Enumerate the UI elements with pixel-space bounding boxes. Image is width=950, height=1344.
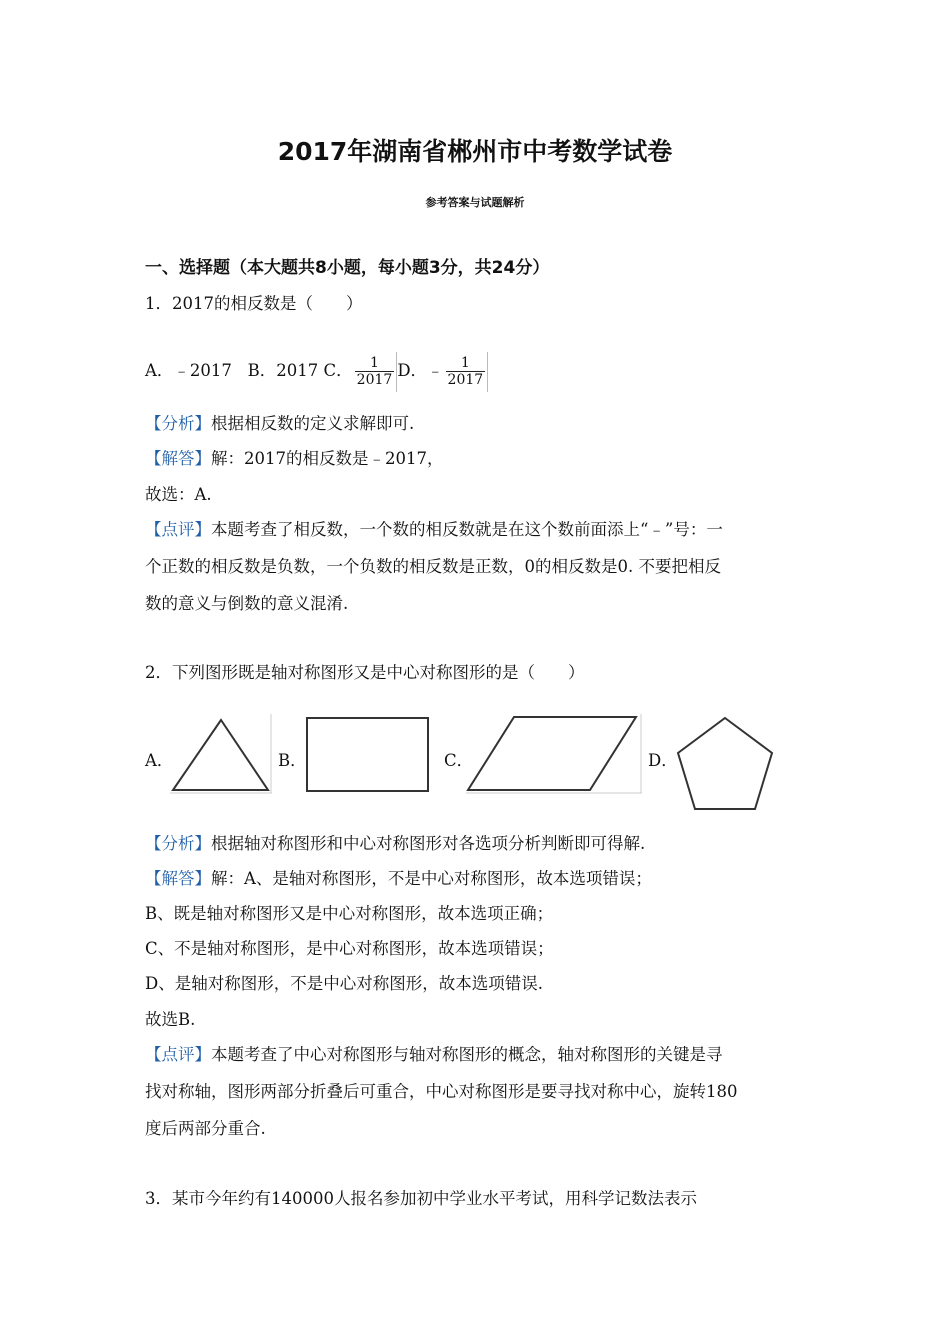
q1-comment — [145, 518, 815, 542]
q1-answer — [145, 447, 815, 471]
q1-option-d: D．﹣ — [397, 361, 444, 380]
page-subtitle: 参考答案与试题解析 — [425, 196, 525, 209]
q2-label-d: D． — [648, 751, 678, 770]
answer-tag: 【解答】 — [145, 869, 211, 888]
fraction-denominator: 2017 — [356, 372, 393, 388]
analysis-text: 根据轴对称图形和中心对称图形对各选项分析判断即可得解. — [211, 834, 646, 853]
comment-text: 本题考查了中心对称图形与轴对称图形的概念，轴对称图形的关键是寻 — [211, 1045, 723, 1064]
section-heading: 一、选择题（本大题共8小题，每小题3分，共24分） — [145, 258, 550, 278]
triangle-figure — [170, 714, 272, 794]
analysis-tag: 【分析】 — [145, 834, 211, 853]
q2-label-c: C． — [444, 751, 474, 770]
q1-comment-line2: 个正数的相反数是负数，一个负数的相反数是正数，0的相反数是0. 不要把相反 — [145, 557, 721, 576]
q1-options — [145, 348, 815, 394]
q1-comment-line3: 数的意义与倒数的意义混淆. — [145, 594, 349, 613]
q2-line-d: D、是轴对称图形，不是中心对称图形，故本选项错误. — [145, 974, 543, 993]
rectangle-figure — [305, 716, 430, 794]
q2-line-c: C、不是轴对称图形，是中心对称图形，故本选项错误； — [145, 939, 554, 958]
fraction-numerator: 1 — [355, 355, 395, 372]
q1-fraction-d — [446, 355, 486, 388]
q1-option-c: C． — [323, 361, 353, 380]
q2-comment-line3: 度后两部分重合. — [145, 1119, 266, 1138]
fraction-denominator: 2017 — [447, 372, 484, 388]
analysis-text: 根据相反数的定义求解即可. — [211, 414, 415, 433]
q1-stem: 1．2017的相反数是（ ） — [145, 294, 363, 313]
q1-analysis — [145, 412, 815, 436]
q1-option-a: A．﹣2017 — [145, 361, 232, 380]
q2-choice: 故选B. — [145, 1010, 196, 1029]
q2-comment — [145, 1043, 815, 1067]
parallelogram-figure — [466, 714, 642, 794]
q2-stem: 2．下列图形既是轴对称图形又是中心对称图形的是（ ） — [145, 663, 585, 682]
q2-comment-line2: 找对称轴，图形两部分折叠后可重合，中心对称图形是要寻找对称中心，旋转180 — [145, 1082, 738, 1101]
analysis-tag: 【分析】 — [145, 414, 211, 433]
comment-text: 本题考查了相反数，一个数的相反数就是在这个数前面添上“﹣”号：一 — [211, 520, 723, 539]
q2-analysis — [145, 832, 815, 856]
divider — [487, 352, 488, 392]
q3-stem: 3．某市今年约有140000人报名参加初中学业水平考试，用科学记数法表示 — [145, 1189, 697, 1208]
q1-choice: 故选：A. — [145, 485, 212, 504]
answer-tag: 【解答】 — [145, 449, 211, 468]
answer-text: 解：A、是轴对称图形，不是中心对称图形，故本选项错误； — [211, 869, 652, 888]
comment-tag: 【点评】 — [145, 1045, 211, 1064]
q1-option-b: B．2017 — [247, 361, 319, 380]
answer-text: 解：2017的相反数是﹣2017， — [211, 449, 444, 468]
q1-fraction-c — [355, 355, 395, 388]
comment-tag: 【点评】 — [145, 520, 211, 539]
pentagon-figure — [672, 712, 778, 812]
page-title: 2017年湖南省郴州市中考数学试卷 — [277, 137, 673, 166]
q2-label-a: A． — [145, 751, 174, 770]
q2-line-b: B、既是轴对称图形又是中心对称图形，故本选项正确； — [145, 904, 554, 923]
fraction-numerator: 1 — [446, 355, 486, 372]
q2-answer — [145, 867, 815, 891]
q2-label-b: B． — [278, 751, 307, 770]
